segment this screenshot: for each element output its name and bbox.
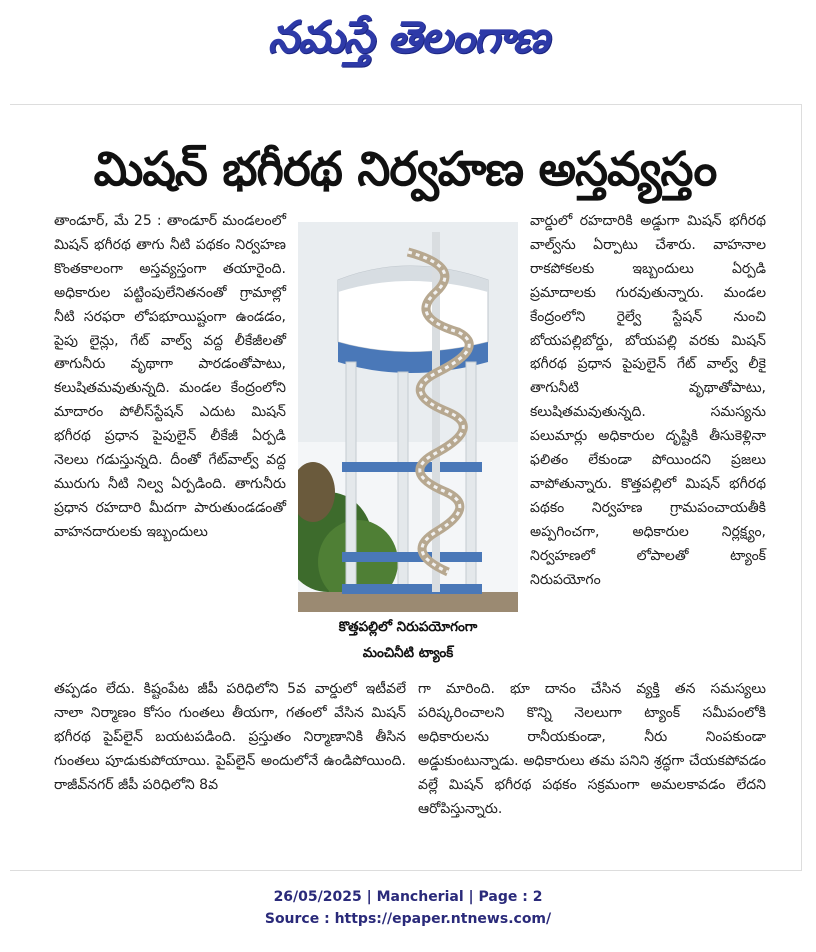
article-column-left [54,210,286,545]
article-column-bottom-right [418,678,766,821]
article-column-bottom-left [54,678,406,798]
article-headline: మిషన్ భగీరథ నిర్వహణ అస్తవ్యస్తం [93,142,717,197]
photo-caption [298,614,518,670]
clip-border-top [10,104,802,105]
article-text-right: వార్డులో రహదారికి అడ్డుగా మిషన్ భగీరథ వాల్వ్‌ను ఏర్పాటు చేశారు. వాహనాల రాకపోకలకు ఇబ్బందులు ఏర్పడి ప్రమాదాలకు గురవుతున్నారు. మండల కేంద్రంలోని రైల్వే స్టేషన్ నుంచి బోయపల్లిబోర్డు, బోయపల్లి వరకు మిషన్ భగీరథ ప్రధాన పైపులైన్ గేట్ వాల్వ్ లీకై తాగునీటి వృథాతోపాటు, కలుషితమవుతున్నది. సమస్యను పలుమార్లు అధికారుల దృష్టికి తీసుకెళ్లినా ఫలితం లేకుండా పోయిందని ప్రజలు వాపోతున్నారు. కొత్తపల్లిలో మిషన్ భగీరథ పథకం నిర్వహణ గ్రామపంచాయతీకి అప్పగించగా, అధికారుల నిర్లక్ష్యం, నిర్వహణలో లోపాలతో ట్యాంక్ నిరుపయోగం [530,213,766,588]
photo-caption-line-1: కొత్తపల్లిలో నిరుపయోగంగా [338,619,478,635]
edition-line: 26/05/2025 | Mancherial | Page : 2 [273,889,543,905]
water-tank-photo-icon [298,222,518,612]
article-text-left: తాండూర్, మే 25 : తాండూర్ మండలంలో మిషన్ భగీరథ తాగు నీటి పథకం నిర్వహణ కొంతకాలంగా అస్తవ్యస్తంగా తయారైంది. అధికారుల పట్టింపులేనితనంతో గ్రామాల్లో నీటి సరఫరా లోపభూయిష్టంగా ఉండడం, పైపు లైన్లు, గేట్ వాల్వ్ వద్ద లీకేజీలతో తాగునీరు వృథాగా పారడంతోపాటు, కలుషితమవుతున్నది. మండల కేంద్రంలోని మాదారం పోలీస్‌స్టేషన్ ఎదుట మిషన్ భగీరథ ప్రధాన పైపులైన్ లీకేజీ ఏర్పడి నెలలు గడుస్తున్నది. దీంతో గేట్‌వాల్వ్ వద్ద మురుగు నీటి నిల్వ ఏర్పడింది. తాగునీరు ప్రధాన రహదారి మీదగా పారుతుండడంతో వాహనదారులకు ఇబ్బందులు [54,213,286,540]
photo-caption-line-2: మంచినీటి ట్యాంక్ [362,645,454,661]
water-tank-photo [298,222,518,612]
article-text-bottom-right: గా మారింది. భూ దానం చేసిన వ్యక్తి తన సమస్యలు పరిష్కరించాలని కొన్ని నెలలుగా ట్యాంక్ సమీపంలోకి అధికారులను రానీయకుండా, నీరు నింపకుండా అడ్డుకుంటున్నాడు. అధికారులు తమ పనిని శ్రద్ధగా చేయకపోవడం వల్లే మిషన్ భగీరథ పథకం సక్రమంగా అమలకావడం లేదని ఆరోపిస్తున్నారు. [418,681,766,817]
article-text-bottom-left: తప్పడం లేదు. కిష్టంపేట జీపీ పరిధిలోని 5వ వార్డులో ఇటీవలే నాలా నిర్మాణం కోసం గుంతలు తీయగా, గతంలో వేసిన మిషన్ భగీరథ పైప్‌లైన్ బయటపడింది. ప్రస్తుతం నిర్మాణానికి తీసిన గుంతలు పూడుకుపోయాయి. పైప్‌లైన్ అందులోనే ఉండిపోయింది. రాజీవ్‌నగర్ జీపీ పరిధిలోని 8వ [54,681,406,793]
masthead-logo: నమస్తే తెలంగాణ [267,12,549,63]
clip-border-right [801,104,802,870]
page-footer [0,886,816,930]
source-line: Source : https://epaper.ntnews.com/ [264,911,552,927]
article-column-right [530,210,766,593]
clip-border-bottom [10,870,802,871]
